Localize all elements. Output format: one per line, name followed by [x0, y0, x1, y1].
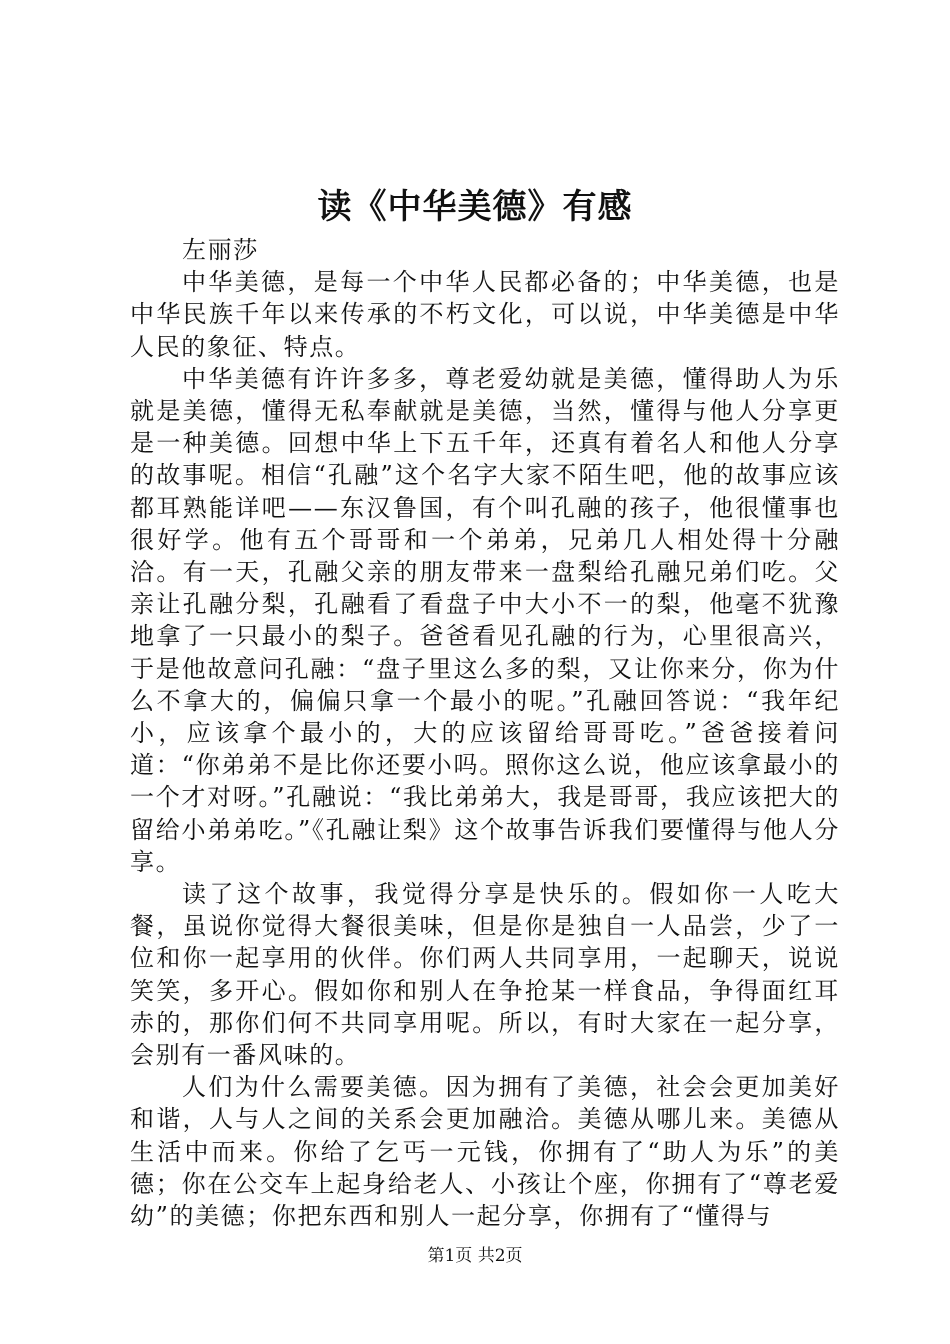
- paragraph-2: 中华美德有许许多多，尊老爱幼就是美德，懂得助人为乐就是美德，懂得无私奉献就是美德，当然，懂得与他人分享更是一种美德。回想中华上下五千年，还真有着名人和他人分享的故事呢。相信“孔融”这个名字大家不陌生吧，他的故事应该都耳熟能详吧——东汉鲁国，有个叫孔融的孩子，他很懂事也很好学。他有五个哥哥和一个弟弟，兄弟几人相处得十分融洽。有一天，孔融父亲的朋友带来一盘梨给孔融兄弟们吃。父亲让孔融分梨，孔融看了看盘子中大小不一的梨，他毫不犹豫地拿了一只最小的梨子。爸爸看见孔融的行为，心里很高兴，于是他故意问孔融：“盘子里这么多的梨，又让你来分，你为什么不拿大的，偏偏只拿一个最小的呢。”孔融回答说：“我年纪小，应该拿个最小的，大的应该留给哥哥吃。”爸爸接着问道：“你弟弟不是比你还要小吗。照你这么说，他应该拿最小的一个才对呀。”孔融说：“我比弟弟大，我是哥哥，我应该把大的留给小弟弟吃。”《孔融让梨》这个故事告诉我们要懂得与他人分享。: [130, 364, 840, 876]
- paragraph-4: 人们为什么需要美德。因为拥有了美德，社会会更加美好和谐，人与人之间的关系会更加融洽。美德从哪儿来。美德从生活中而来。你给了乞丐一元钱，你拥有了“助人为乐”的美德；你在公交车上起身给老人、小孩让个座，你拥有了“尊老爱幼”的美德；你把东西和别人一起分享，你拥有了“懂得与: [130, 1073, 840, 1231]
- paragraph-3: 读了这个故事，我觉得分享是快乐的。假如你一人吃大餐，虽说你觉得大餐很美味，但是你是独自一人品尝，少了一位和你一起享用的伙伴。你们两人共同享用，一起聊天，说说笑笑，多开心。假如你和别人在争抢某一样食品，争得面红耳赤的，那你们何不共同享用呢。所以，有时大家在一起分享，会别有一番风味的。: [130, 880, 840, 1070]
- document-title: 读《中华美德》有感: [317, 187, 633, 227]
- author-name: 左丽莎: [182, 236, 259, 264]
- document-body: [130, 234, 840, 1232]
- paragraph-1: 中华美德，是每一个中华人民都必备的；中华美德，也是中华民族千年以来传承的不朽文化，可以说，中华美德是中华人民的象征、特点。: [130, 268, 840, 361]
- page-number-footer: 第1页 共2页: [427, 1246, 523, 1266]
